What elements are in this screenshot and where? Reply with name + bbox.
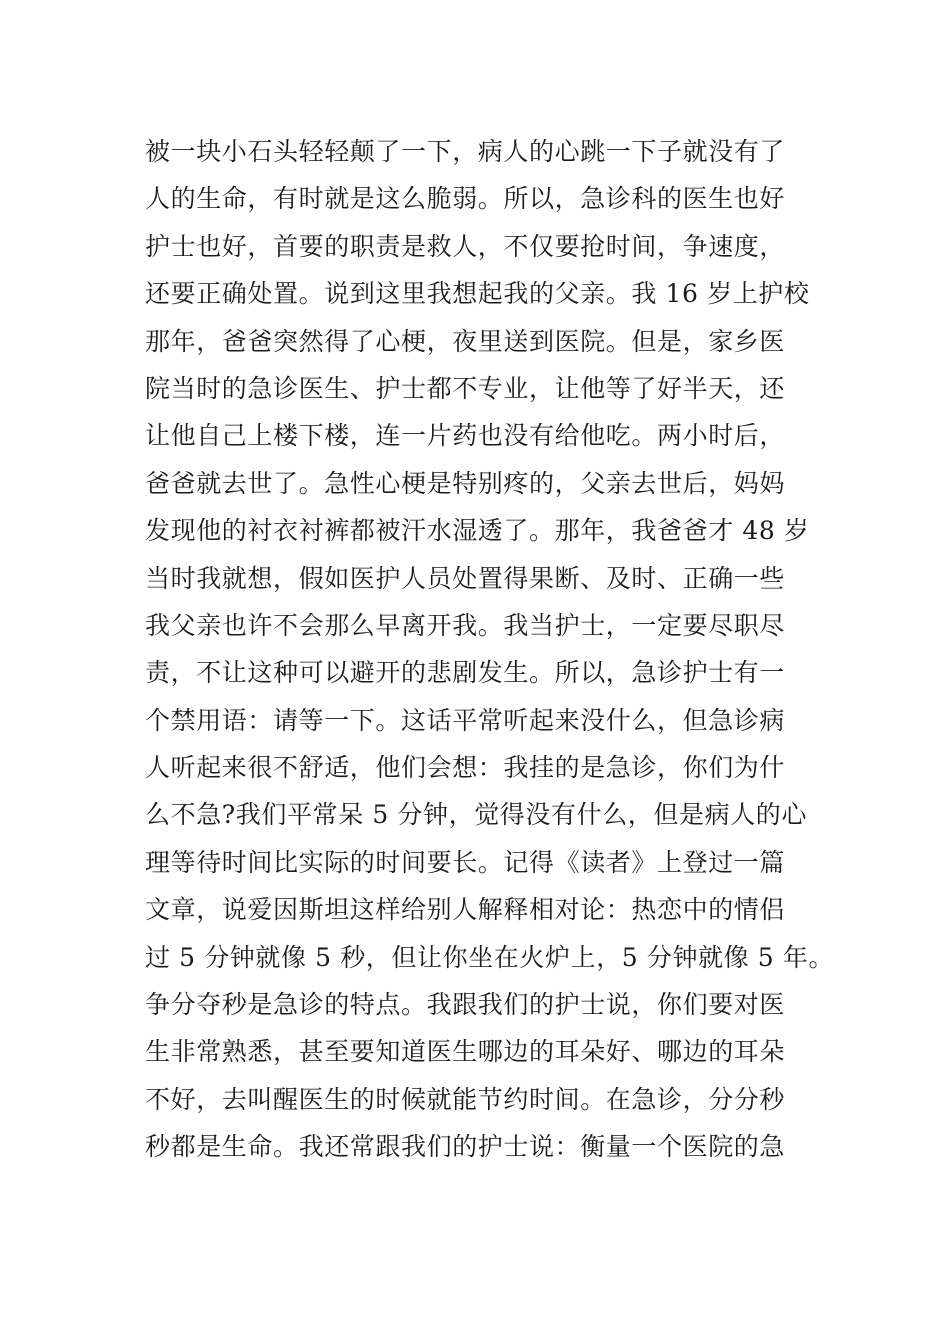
text-line: 那年，爸爸突然得了心梗，夜里送到医院。但是，家乡医: [145, 326, 786, 356]
text-line: 过 5 分钟就像 5 秒，但让你坐在火炉上，5 分钟就像 5 年。: [145, 942, 835, 972]
text-line: 爸爸就去世了。急性心梗是特别疼的，父亲去世后，妈妈: [145, 468, 786, 498]
text-line: 还要正确处置。说到这里我想起我的父亲。我 16 岁上护校: [145, 279, 810, 309]
text-line: 不好，去叫醒医生的时候就能节约时间。在急诊，分分秒: [145, 1084, 786, 1114]
text-line: 理等待时间比实际的时间要长。记得《读者》上登过一篇: [145, 847, 786, 877]
text-line: 当时我就想，假如医护人员处置得果断、及时、正确一些: [145, 563, 786, 593]
text-line: 生非常熟悉，甚至要知道医生哪边的耳朵好、哪边的耳朵: [145, 1037, 786, 1067]
text-line: 人的生命，有时就是这么脆弱。所以，急诊科的医生也好: [145, 184, 786, 214]
text-line: 发现他的衬衣衬裤都被汗水湿透了。那年，我爸爸才 48 岁: [145, 516, 810, 546]
text-line: 个禁用语：请等一下。这话平常听起来没什么，但急诊病: [145, 705, 786, 735]
text-line: 让他自己上楼下楼，连一片药也没有给他吃。两小时后，: [145, 421, 786, 451]
text-line: 秒都是生命。我还常跟我们的护士说：衡量一个医院的急: [145, 1132, 786, 1162]
text-line: 么不急?我们平常呆 5 分钟，觉得没有什么，但是病人的心: [145, 800, 808, 830]
text-line: 我父亲也许不会那么早离开我。我当护士，一定要尽职尽: [145, 610, 786, 640]
text-line: 人听起来很不舒适，他们会想：我挂的是急诊，你们为什: [145, 753, 786, 783]
text-line: 责，不让这种可以避开的悲剧发生。所以，急诊护士有一: [145, 658, 786, 688]
body-text: [145, 128, 835, 1171]
text-line: 争分夺秒是急诊的特点。我跟我们的护士说，你们要对医: [145, 990, 786, 1020]
text-line: 被一块小石头轻轻颠了一下，病人的心跳一下子就没有了: [145, 137, 786, 166]
text-line: 文章，说爱因斯坦这样给别人解释相对论：热恋中的情侣: [145, 895, 786, 925]
text-line: 院当时的急诊医生、护士都不专业，让他等了好半天，还: [145, 373, 786, 403]
text-line: 护士也好，首要的职责是救人，不仅要抢时间，争速度，: [145, 231, 786, 261]
